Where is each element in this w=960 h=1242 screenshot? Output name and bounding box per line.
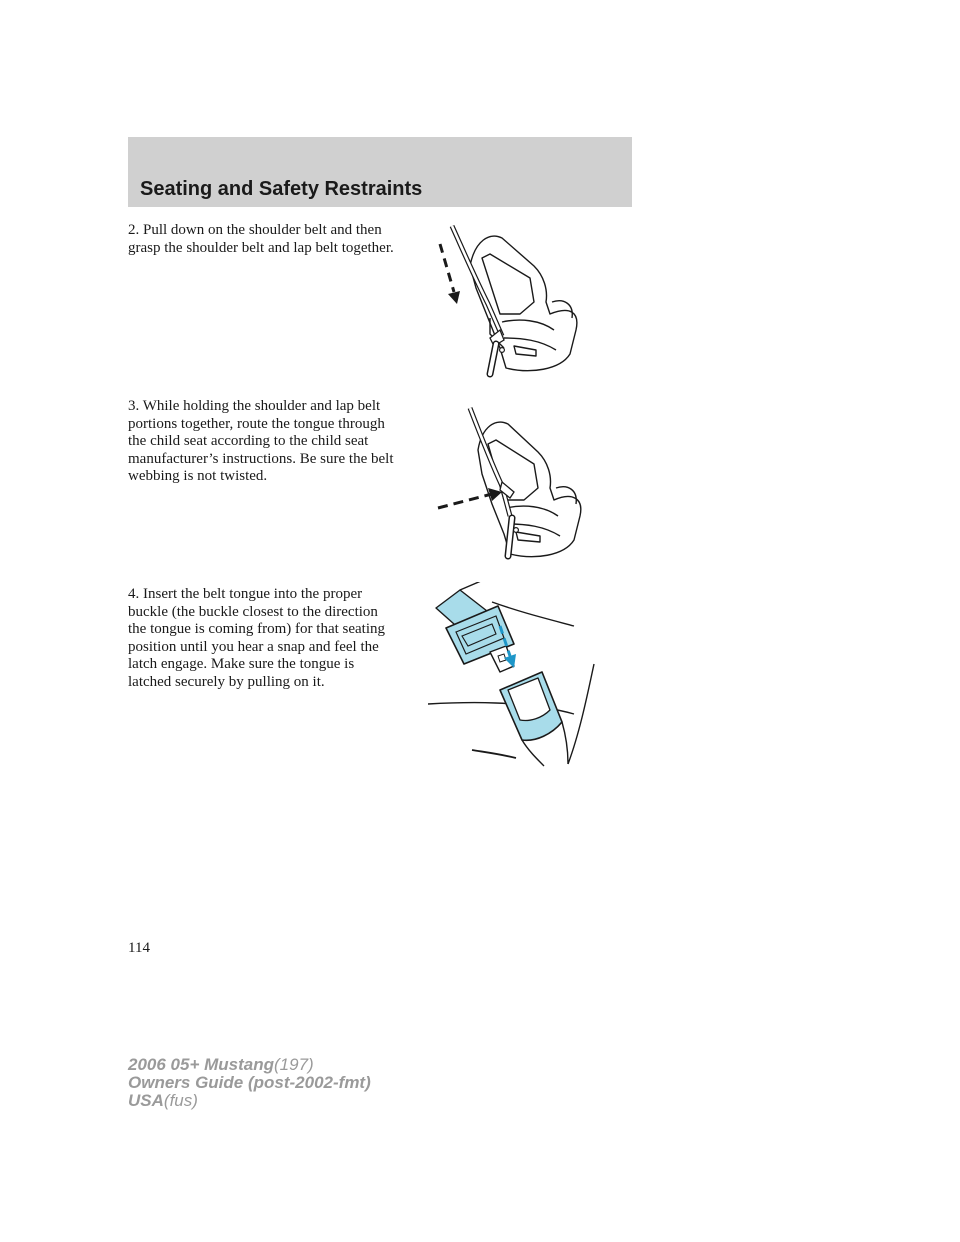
footer-model: 2006 05+ Mustang (128, 1055, 274, 1074)
footer-model-code: (197) (274, 1055, 314, 1074)
buckle-insert-illustration (424, 582, 604, 772)
footer-market: USA (128, 1091, 164, 1110)
down-arrow-icon (440, 244, 460, 304)
page-number: 114 (128, 940, 150, 956)
child-seat-pull-belt-illustration (430, 218, 600, 388)
step-2-text: 2. Pull down on the shoulder belt and then grasp the shoulder belt and lap belt together. (128, 222, 394, 256)
footer-line-3 (128, 1092, 371, 1110)
footer-market-code: (fus) (163, 1091, 198, 1110)
footer-line-1 (128, 1056, 371, 1074)
step-3-text: 3. While holding the shoulder and lap belt portions together, route the tongue through the child seat according to the child seat manufacturer’s instructions. Be sure the belt webbing is not twisted. (128, 398, 394, 484)
child-seat-route-belt-illustration (430, 404, 600, 574)
section-title: Seating and Safety Restraints (140, 178, 423, 200)
step-4-text: 4. Insert the belt tongue into the proper buckle (the buckle closest to the direction the tongue is coming from) for that seating position until you hear a snap and feel the latch engage. Make sure the tongue is latched securely by pulling on it. (128, 586, 386, 690)
document-footer (128, 1056, 371, 1110)
section-header-band (128, 137, 632, 207)
footer-line-2: Owners Guide (post-2002-fmt) (128, 1073, 371, 1092)
